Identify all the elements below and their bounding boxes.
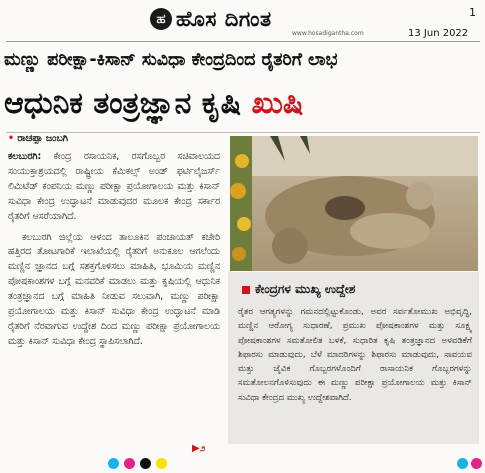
soil-field-photo — [230, 136, 478, 271]
masthead — [150, 6, 355, 32]
byline-author: ರಾಚಪ್ಪಾ ಜಂಬಗಿ — [17, 133, 68, 144]
sidebar-body: ರೈತರ ಆಗತ್ಯಗಳನ್ನು ಗಮನದಲ್ಲಿಟ್ಟುಕೊಂಡು, ಅವರ ಸರ್ವತೋಮುಖ ಅಭಿವೃದ್ಧಿ, ಮಣ್ಣಿನ ಆರೋಗ್ಯ ಸುಧಾರಣೆ, ಪ್ರಮುಖ ಪೋಷಕಾಂಶಗಳ ಮತ್ತು ಸೂಕ್ಷ್ಮ ಪೋಷಕಾಂಶಗಳ ಸಮತೋಲಿತ ಬಳಕೆ, ಸುಧಾರಿತ ಕೃಷಿ ತಂತ್ರಜ್ಞಾನದ ಅಳವಡಿಕೆಗೆ ಶಿಫಾರಸು ಮಾಡುವುದು, ಬೆಳೆ ಮಾದರಿಗಳನ್ನು ಶಿಫಾರಸು ಮಾಡುವುದು, ಸಾವಯವ ಮತ್ತು ಜೈವಿಕ ಗೊಬ್ಬರಗಳೊಂದಿಗೆ ರಾಸಾಯನಿಕ ಗೊಬ್ಬರಗಳನ್ನು ಸಮತೋಲನಗೊಳಿಸುವುದು ಈ ಮಣ್ಣು ಪರೀಕ್ಷಾ ಪ್ರಯೋಗಾಲಯ ಮತ್ತು ಕಿಸಾನ್ ಸುವಿಧಾ ಕೇಂದ್ರದ ಮುಖ್ಯ ಉದ್ದೇಶವಾಗಿದೆ. — [238, 307, 472, 403]
article-body — [8, 150, 220, 450]
registration-magenta-dot-right — [471, 458, 482, 469]
registration-black-dot — [140, 458, 151, 469]
headline-highlight: ಖುಷಿ — [251, 86, 304, 121]
byline-bullet-icon: • — [8, 133, 15, 144]
headline-main: ಆಧುನಿಕ ತಂತ್ರಜ್ಞಾನ ಕೃಷಿ — [4, 86, 242, 121]
page-number: 1 — [469, 6, 476, 19]
masthead-title: ಹೊಸ ದಿಗಂತ — [176, 7, 272, 31]
news-photo — [230, 136, 478, 271]
subheadline: ಮಣ್ಣು ಪರೀಕ್ಷಾ-ಕಿಸಾನ್ ಸುವಿಧಾ ಕೇಂದ್ರದಿಂದ ರೈತರಿಗೆ ಲಾಭ — [4, 50, 338, 70]
headline — [4, 84, 482, 124]
sidebar-title-text: ಕೇಂದ್ರಗಳ ಮುಖ್ಯ ಉದ್ದೇಶ — [255, 282, 356, 296]
byline — [8, 133, 68, 144]
continued-marker: ▶೨ — [192, 443, 206, 454]
sidebar-title — [242, 282, 355, 297]
masthead-logo: ಹ — [150, 8, 172, 30]
article-dateline: ಕಲಬುರಗಿ: — [8, 151, 42, 162]
registration-cyan-dot — [108, 458, 119, 469]
headline-divider — [6, 132, 480, 133]
article-para-1 — [8, 150, 220, 225]
registration-yellow-dot — [156, 458, 167, 469]
article-para-1-text: ಕೇಂದ್ರ ರಸಾಯನಿಕ, ರಸಗೊಬ್ಬರ ಸಚಿವಾಲಯದ ಸಂಯುಕ್ತಾಶ್ರಯದಲ್ಲಿ ರಾಷ್ಟ್ರೀಯ ಕೆಮಿಕಲ್ಸ್ ಅಂಡ್ ಫರ್ಟಿಲೈಜರ್ಸ್ ಲಿಮಿಟೆಡ್ ಕಂಪನಿಯ ಮಣ್ಣು ಪರೀಕ್ಷಾ ಪ್ರಯೋಗಾಲಯ ಮತ್ತು ಕಿಸಾನ್ ಸುವಿಧಾ ಕೇಂದ್ರ ಉದ್ಘಾಟನೆ ಮಾಡುವುದರ ಮೂಲಕ ಕೇಂದ್ರ ಸರ್ಕಾರ ರೈತರಿಗೆ ಆಸರೆಯಾಗಿದೆ. — [8, 151, 220, 222]
registration-magenta-dot — [124, 458, 135, 469]
website: www.hosadigantha.com — [292, 30, 364, 37]
issue-date: 13 Jun 2022 — [408, 28, 469, 39]
registration-cyan-dot-right — [457, 458, 468, 469]
sidebar-square-icon — [242, 286, 250, 294]
top-divider — [6, 41, 480, 42]
article-para-2: ಕಲಬುರಗಿ ಜಿಲ್ಲೆಯ ಆಳಂದ ತಾಲೂಕಿನ ಪಂಚಾಯತ್ ಕಚೇರಿ ಹತ್ತಿರದ ತೋಟಗಾರಿಕೆ ಇಲಾಖೆಯಲ್ಲಿ ರೈತರಿಗೆ ಅನುಕೂಲ ಆಗಲೆಂದು ಮಣ್ಣಿನ ಜ್ಞಾನದ ಬಗ್ಗೆ ಸಶಕ್ತಗೊಳಿಸಲು ಮಾಹಿತಿ, ಭೂಮಿಯ ಮಣ್ಣಿನ ಪೋಷಕಾಂಶಗಳ ಬಗ್ಗೆ ಮನವರಿಕೆ ಮಾಡಲು ಮತ್ತು ಕೃಷಿಯಲ್ಲಿ ಆಧುನಿಕ ತಂತ್ರಜ್ಞಾನದ ಬಗ್ಗೆ ಮಾಹಿತಿ ನೀಡುವ ಸಲುವಾಗಿ, ಮಣ್ಣು ಪರೀಕ್ಷಾ ಪ್ರಯೋಗಾಲಯ ಮತ್ತು ಕಿಸಾನ್ ಸುವಿಧಾ ಕೇಂದ್ರ ಉದ್ಘಾಟನೆ ಮಾಡಿ ರೈತರಿಗೆ ನೆರವಾಗುವ ಉದ್ದೇಶ ದಿಂದ ಮಣ್ಣು ಪರೀಕ್ಷಾ ಪ್ರಯೋಗಾಲಯ ಮತ್ತು ಕಿಸಾನ್ ಸುವಿಧಾ ಕೇಂದ್ರ ಸ್ಥಾಪಿಸಲಾಗಿದೆ. — [8, 231, 220, 347]
